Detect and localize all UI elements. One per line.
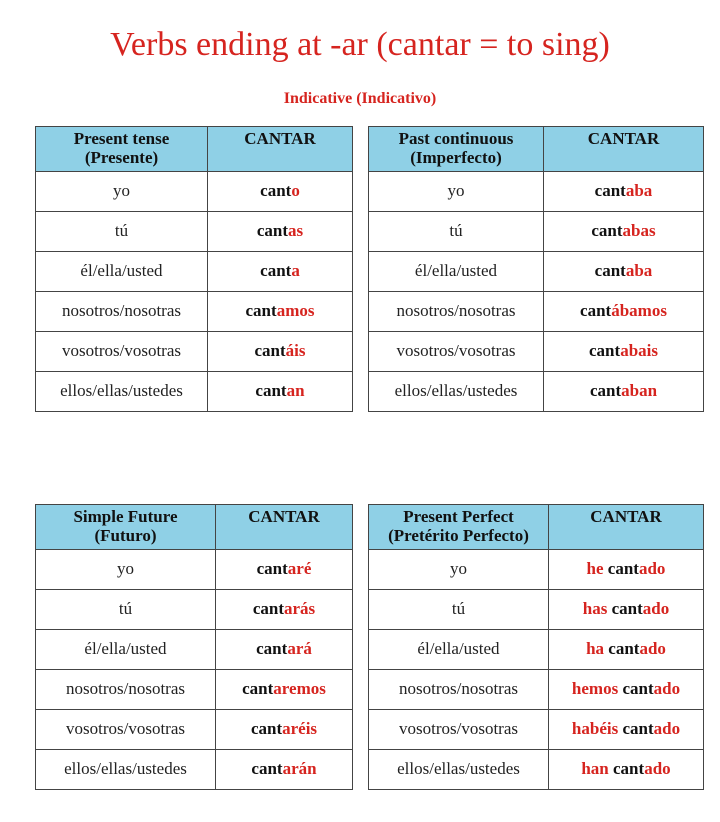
conjugated-form-cell xyxy=(216,590,353,630)
verb-ending: ado xyxy=(638,559,666,578)
verb-ending: ará xyxy=(287,639,312,658)
verb-stem: cant xyxy=(256,639,288,658)
verb-stem: cant xyxy=(591,221,623,240)
conjugated-form-cell xyxy=(549,590,704,630)
table-row xyxy=(369,670,704,710)
pronoun-cell: tú xyxy=(36,212,208,252)
table-row xyxy=(369,630,704,670)
tense-name-spanish: (Presente) xyxy=(84,148,159,167)
conjugated-form-cell xyxy=(216,710,353,750)
tense-name-spanish: (Imperfecto) xyxy=(410,148,502,167)
table-row xyxy=(36,252,353,292)
verb-ending: ado xyxy=(644,759,671,778)
conjugated-form-cell xyxy=(549,630,704,670)
verb-ending: aremos xyxy=(273,679,326,698)
conjugation-table-present xyxy=(35,126,353,412)
pronoun-cell: ellos/ellas/ustedes xyxy=(36,372,208,412)
conjugation-table-imperfect xyxy=(368,126,704,412)
conjugated-form-cell xyxy=(549,710,704,750)
table-row xyxy=(36,710,353,750)
verb-ending: ábamos xyxy=(611,301,667,320)
conjugation-table-present-perfect xyxy=(368,504,704,790)
verb-stem: cant xyxy=(622,719,654,738)
table-row xyxy=(369,292,704,332)
table-header-row xyxy=(369,505,704,550)
verb-ending: amos xyxy=(276,301,315,320)
verb-ending: aba xyxy=(625,181,653,200)
conjugated-form-cell xyxy=(544,172,704,212)
table-row xyxy=(36,590,353,630)
table-row xyxy=(369,550,704,590)
pronoun-cell: ellos/ellas/ustedes xyxy=(369,372,544,412)
table-row xyxy=(36,630,353,670)
conjugated-form-cell xyxy=(216,750,353,790)
table-row xyxy=(36,212,353,252)
verb-stem: cant xyxy=(245,301,277,320)
auxiliary-verb: habéis xyxy=(571,719,619,738)
pronoun-cell: tú xyxy=(36,590,216,630)
table-row xyxy=(36,750,353,790)
pronoun-cell: vosotros/vosotras xyxy=(369,710,549,750)
auxiliary-verb: hemos xyxy=(571,679,619,698)
verb-stem: cant xyxy=(580,301,612,320)
conjugation-table-future xyxy=(35,504,353,790)
conjugated-form-cell xyxy=(544,292,704,332)
table-row xyxy=(36,292,353,332)
conjugated-form-cell xyxy=(544,252,704,292)
pronoun-cell: tú xyxy=(369,212,544,252)
verb-ending: arás xyxy=(284,599,316,618)
conjugated-form-cell xyxy=(544,332,704,372)
verb-stem: cant xyxy=(589,341,621,360)
conjugated-form-cell xyxy=(549,550,704,590)
verb-ending: an xyxy=(286,381,305,400)
table-row xyxy=(369,710,704,750)
tense-name: Past continuous xyxy=(398,129,514,148)
verb-ending: aban xyxy=(621,381,658,400)
verb-stem: cant xyxy=(242,679,274,698)
verb-stem: cant xyxy=(594,261,626,280)
pronoun-cell: vosotros/vosotras xyxy=(36,710,216,750)
verb-ending: ado xyxy=(639,639,666,658)
auxiliary-verb: he xyxy=(586,559,604,578)
conjugated-form-cell xyxy=(549,750,704,790)
pronoun-cell: ellos/ellas/ustedes xyxy=(369,750,549,790)
verb-stem: cant xyxy=(260,261,292,280)
tense-header-cell xyxy=(369,127,544,172)
verb-stem: cant xyxy=(250,719,283,738)
conjugated-form-cell xyxy=(208,212,353,252)
verb-ending: abais xyxy=(620,341,658,360)
verb-stem: cant xyxy=(589,381,622,400)
pronoun-cell: él/ella/usted xyxy=(369,630,549,670)
verb-stem: cant xyxy=(256,221,289,240)
table-row xyxy=(36,372,353,412)
verb-stem: cant xyxy=(607,559,639,578)
verb-header-cell: CANTAR xyxy=(544,127,704,172)
conjugated-form-cell xyxy=(544,372,704,412)
pronoun-cell: yo xyxy=(369,550,549,590)
tense-header-cell xyxy=(369,505,549,550)
tense-name-spanish: (Pretérito Perfecto) xyxy=(388,526,529,545)
pronoun-cell: vosotros/vosotras xyxy=(36,332,208,372)
verb-header-cell: CANTAR xyxy=(216,505,353,550)
tense-header-cell xyxy=(36,505,216,550)
table-row xyxy=(369,172,704,212)
tense-header-cell xyxy=(36,127,208,172)
pronoun-cell: nosotros/nosotras xyxy=(369,670,549,710)
conjugated-form-cell xyxy=(208,252,353,292)
verb-ending: aré xyxy=(287,559,312,578)
pronoun-cell: él/ella/usted xyxy=(36,630,216,670)
verb-ending: a xyxy=(291,261,300,280)
conjugated-form-cell xyxy=(208,372,353,412)
conjugated-form-cell xyxy=(208,332,353,372)
auxiliary-verb: ha xyxy=(586,639,605,658)
pronoun-cell: yo xyxy=(36,550,216,590)
tense-name-spanish: (Futuro) xyxy=(94,526,157,545)
pronoun-cell: él/ella/usted xyxy=(369,252,544,292)
verb-stem: cant xyxy=(252,599,284,618)
auxiliary-verb: han xyxy=(581,759,609,778)
pronoun-cell: yo xyxy=(369,172,544,212)
table-header-row xyxy=(36,505,353,550)
page-subtitle: Indicative (Indicativo) xyxy=(283,90,437,107)
pronoun-cell: él/ella/usted xyxy=(36,252,208,292)
tense-name: Simple Future xyxy=(73,507,178,526)
conjugated-form-cell xyxy=(208,172,353,212)
verb-ending: ado xyxy=(653,679,681,698)
pronoun-cell: tú xyxy=(369,590,549,630)
conjugated-form-cell xyxy=(208,292,353,332)
conjugated-form-cell xyxy=(549,670,704,710)
pronoun-cell: nosotros/nosotras xyxy=(369,292,544,332)
pronoun-cell: vosotros/vosotras xyxy=(369,332,544,372)
table-row xyxy=(369,332,704,372)
verb-stem: cant xyxy=(254,341,286,360)
verb-ending: ado xyxy=(642,599,670,618)
table-header-row xyxy=(369,127,704,172)
verb-stem: cant xyxy=(260,181,292,200)
table-row xyxy=(369,252,704,292)
conjugated-form-cell xyxy=(216,550,353,590)
auxiliary-verb: has xyxy=(582,599,608,618)
verb-stem: cant xyxy=(255,381,287,400)
pronoun-cell: yo xyxy=(36,172,208,212)
verb-stem: cant xyxy=(594,181,626,200)
table-header-row xyxy=(36,127,353,172)
verb-stem: cant xyxy=(622,679,654,698)
conjugated-form-cell xyxy=(216,630,353,670)
verb-stem: cant xyxy=(611,599,643,618)
verb-stem: cant xyxy=(613,759,645,778)
verb-ending: aréis xyxy=(282,719,318,738)
table-row xyxy=(369,590,704,630)
verb-ending: ado xyxy=(653,719,681,738)
page-title: Verbs ending at -ar (cantar = to sing) xyxy=(110,26,610,63)
table-row xyxy=(36,550,353,590)
verb-ending: aba xyxy=(625,261,653,280)
verb-ending: áis xyxy=(285,341,306,360)
verb-ending: o xyxy=(291,181,300,200)
verb-stem: cant xyxy=(608,639,640,658)
tense-name: Present Perfect xyxy=(403,507,514,526)
conjugated-form-cell xyxy=(216,670,353,710)
table-row xyxy=(369,372,704,412)
verb-header-cell: CANTAR xyxy=(549,505,704,550)
table-row xyxy=(36,670,353,710)
table-row xyxy=(369,750,704,790)
verb-ending: as xyxy=(288,221,304,240)
table-row xyxy=(36,332,353,372)
verb-stem: cant xyxy=(251,759,283,778)
conjugated-form-cell xyxy=(544,212,704,252)
verb-ending: arán xyxy=(282,759,317,778)
verb-stem: cant xyxy=(256,559,288,578)
verb-ending: abas xyxy=(622,221,656,240)
pronoun-cell: ellos/ellas/ustedes xyxy=(36,750,216,790)
table-row xyxy=(36,172,353,212)
pronoun-cell: nosotros/nosotras xyxy=(36,292,208,332)
table-row xyxy=(369,212,704,252)
tense-name: Present tense xyxy=(73,129,170,148)
pronoun-cell: nosotros/nosotras xyxy=(36,670,216,710)
verb-header-cell: CANTAR xyxy=(208,127,353,172)
